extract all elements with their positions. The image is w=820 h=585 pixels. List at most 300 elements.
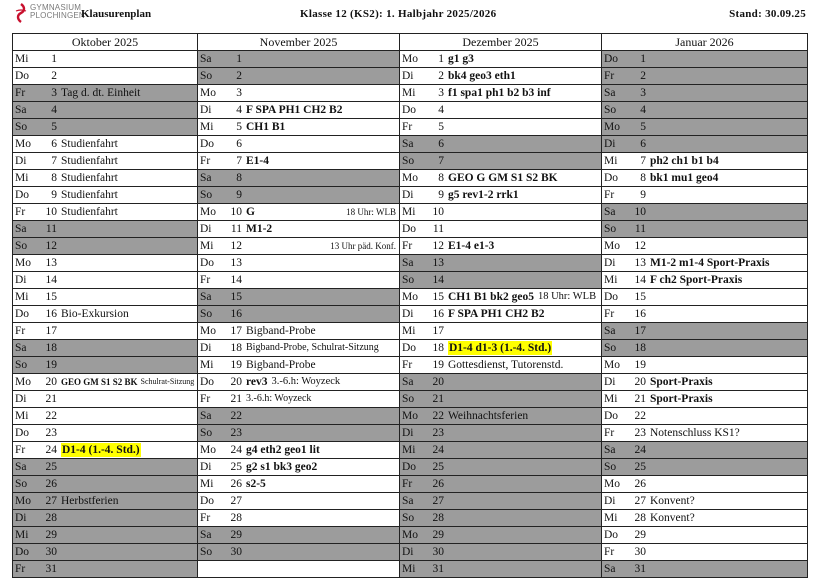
day-number: 19 <box>230 359 242 371</box>
day-cell-januar <box>602 357 808 374</box>
event-entry: f1 spa1 ph1 b2 b3 inf <box>448 87 551 99</box>
weekday-label: Mi <box>604 155 618 167</box>
weekday-label: Fr <box>604 189 615 201</box>
weekday-label: Di <box>402 70 414 82</box>
weekday-label: Mo <box>15 495 31 507</box>
calendar-row <box>13 204 808 221</box>
day-cell-oktober <box>13 170 198 187</box>
weekday-label: Do <box>15 427 30 439</box>
calendar-row <box>13 374 808 391</box>
calendar-row <box>13 561 808 578</box>
day-number: 14 <box>432 274 444 286</box>
weekday-label: Mi <box>402 444 416 456</box>
event-entry: Konvent? <box>650 495 695 507</box>
calendar-row <box>13 187 808 204</box>
day-number: 15 <box>432 291 444 303</box>
day-number: 6 <box>236 138 242 150</box>
weekday-label: So <box>200 189 213 201</box>
day-cell-dezember <box>400 527 602 544</box>
day-number: 21 <box>634 393 646 405</box>
calendar-row <box>13 357 808 374</box>
day-cell-november <box>198 204 400 221</box>
day-cell-dezember <box>400 255 602 272</box>
event-entry: ph2 ch1 b1 b4 <box>650 155 719 167</box>
day-number: 29 <box>230 529 242 541</box>
day-number: 1 <box>236 53 242 65</box>
day-number: 1 <box>51 53 57 65</box>
event-entry: Studienfahrt <box>61 172 118 184</box>
day-number: 28 <box>230 512 242 524</box>
weekday-label: Do <box>604 529 619 541</box>
weekday-label: So <box>200 427 213 439</box>
day-cell-november <box>198 493 400 510</box>
weekday-label: Mi <box>604 274 618 286</box>
page-header <box>0 0 820 30</box>
weekday-label: Fr <box>604 427 615 439</box>
weekday-label: Fr <box>402 359 413 371</box>
day-number: 25 <box>634 461 646 473</box>
weekday-label: Fr <box>15 325 26 337</box>
day-cell-oktober <box>13 306 198 323</box>
day-number: 13 <box>45 257 57 269</box>
weekday-label: Di <box>15 274 27 286</box>
weekday-label: Fr <box>200 512 211 524</box>
day-cell-november <box>198 459 400 476</box>
day-number: 11 <box>230 223 242 235</box>
calendar-row <box>13 544 808 561</box>
day-number: 12 <box>432 240 444 252</box>
weekday-label: Do <box>200 495 215 507</box>
event-entry: Weihnachtsferien <box>448 410 529 422</box>
weekday-label: Fr <box>200 393 211 405</box>
weekday-label: So <box>402 274 415 286</box>
day-number: 18 <box>230 342 242 354</box>
day-number: 3 <box>236 87 242 99</box>
time-note: 18 Uhr: WLB <box>346 207 396 217</box>
day-cell-januar <box>602 204 808 221</box>
day-number: 26 <box>45 478 57 490</box>
day-number: 8 <box>51 172 57 184</box>
calendar-row <box>13 306 808 323</box>
day-cell-oktober <box>13 119 198 136</box>
day-number: 30 <box>432 546 444 558</box>
day-number: 5 <box>640 121 646 133</box>
day-number: 10 <box>432 206 444 218</box>
day-number: 20 <box>230 376 242 388</box>
day-cell-november <box>198 119 400 136</box>
day-number: 6 <box>438 138 444 150</box>
day-cell-november <box>198 561 400 578</box>
weekday-label: Sa <box>604 444 616 456</box>
weekday-label: Mo <box>15 138 31 150</box>
day-number: 2 <box>51 70 57 82</box>
day-number: 31 <box>45 563 57 575</box>
weekday-label: Mo <box>604 240 620 252</box>
weekday-label: Mi <box>200 240 214 252</box>
day-number: 14 <box>45 274 57 286</box>
day-cell-oktober <box>13 561 198 578</box>
day-cell-dezember <box>400 51 602 68</box>
day-number: 27 <box>634 495 646 507</box>
weekday-label: Sa <box>200 53 212 65</box>
day-cell-dezember <box>400 204 602 221</box>
weekday-label: Fr <box>604 546 615 558</box>
day-number: 23 <box>432 427 444 439</box>
day-number: 11 <box>432 223 444 235</box>
day-cell-dezember <box>400 323 602 340</box>
day-number: 1 <box>438 53 444 65</box>
day-cell-november <box>198 442 400 459</box>
day-cell-november <box>198 476 400 493</box>
event-entry: G <box>246 206 255 218</box>
day-cell-oktober <box>13 289 198 306</box>
day-cell-oktober <box>13 204 198 221</box>
day-number: 9 <box>51 189 57 201</box>
day-cell-januar <box>602 255 808 272</box>
weekday-label: Di <box>200 461 212 473</box>
day-cell-januar <box>602 323 808 340</box>
day-cell-oktober <box>13 238 198 255</box>
logo-text-line1: GYMNASIUM <box>30 3 82 12</box>
day-cell-januar <box>602 289 808 306</box>
day-cell-oktober <box>13 357 198 374</box>
weekday-label: So <box>15 121 28 133</box>
day-number: 26 <box>432 478 444 490</box>
exam-calendar-table <box>12 33 808 578</box>
day-number: 21 <box>432 393 444 405</box>
weekday-label: Do <box>604 410 619 422</box>
day-number: 11 <box>634 223 646 235</box>
weekday-label: Do <box>604 172 619 184</box>
day-number: 28 <box>45 512 57 524</box>
weekday-label: So <box>200 546 213 558</box>
day-number: 28 <box>432 512 444 524</box>
weekday-label: Sa <box>604 563 616 575</box>
day-number: 15 <box>634 291 646 303</box>
day-cell-november <box>198 238 400 255</box>
weekday-label: Di <box>200 223 212 235</box>
weekday-label: So <box>604 461 617 473</box>
event-entry: g4 eth2 geo1 lit <box>246 444 320 456</box>
day-cell-november <box>198 272 400 289</box>
day-number: 13 <box>230 257 242 269</box>
day-number: 25 <box>432 461 444 473</box>
day-cell-november <box>198 221 400 238</box>
event-entry: M1-2 <box>246 223 273 235</box>
day-number: 21 <box>230 393 242 405</box>
day-number: 9 <box>640 189 646 201</box>
day-number: 12 <box>634 240 646 252</box>
weekday-label: Do <box>402 342 417 354</box>
day-cell-januar <box>602 561 808 578</box>
day-cell-oktober <box>13 527 198 544</box>
day-number: 12 <box>45 240 57 252</box>
day-cell-november <box>198 544 400 561</box>
day-cell-dezember <box>400 357 602 374</box>
day-cell-dezember <box>400 442 602 459</box>
day-cell-november <box>198 425 400 442</box>
weekday-label: Fr <box>15 563 26 575</box>
weekday-label: Di <box>200 342 212 354</box>
calendar-row <box>13 119 808 136</box>
weekday-label: So <box>402 155 415 167</box>
day-number: 24 <box>230 444 242 456</box>
day-cell-dezember <box>400 561 602 578</box>
day-number: 7 <box>236 155 242 167</box>
weekday-label: Fr <box>604 308 615 320</box>
weekday-label: Di <box>15 393 27 405</box>
day-cell-oktober <box>13 493 198 510</box>
day-number: 5 <box>51 121 57 133</box>
logo-text-line2: PLOCHINGEN <box>30 11 85 20</box>
day-number: 8 <box>236 172 242 184</box>
day-number: 17 <box>45 325 57 337</box>
day-cell-januar <box>602 272 808 289</box>
day-cell-november <box>198 306 400 323</box>
day-cell-oktober <box>13 187 198 204</box>
weekday-label: Mi <box>15 172 29 184</box>
calendar-row <box>13 408 808 425</box>
weekday-label: Mi <box>402 206 416 218</box>
weekday-label: Sa <box>604 206 616 218</box>
day-cell-januar <box>602 102 808 119</box>
calendar-row <box>13 238 808 255</box>
calendar-row <box>13 170 808 187</box>
event-entry: Notenschluss KS1? <box>650 427 740 439</box>
weekday-label: Mi <box>402 563 416 575</box>
calendar-row <box>13 153 808 170</box>
day-number: 31 <box>634 563 646 575</box>
day-number: 19 <box>634 359 646 371</box>
day-number: 29 <box>45 529 57 541</box>
day-cell-januar <box>602 391 808 408</box>
day-number: 10 <box>45 206 57 218</box>
weekday-label: Do <box>15 308 30 320</box>
event-entry: bk1 mu1 geo4 <box>650 172 719 184</box>
day-number: 31 <box>432 563 444 575</box>
day-cell-november <box>198 408 400 425</box>
day-number: 22 <box>45 410 57 422</box>
day-number: 23 <box>230 427 242 439</box>
calendar-row <box>13 221 808 238</box>
day-number: 26 <box>230 478 242 490</box>
day-number: 12 <box>230 240 242 252</box>
weekday-label: Di <box>604 138 616 150</box>
day-number: 18 <box>634 342 646 354</box>
weekday-label: Sa <box>15 104 27 116</box>
weekday-label: Mo <box>200 87 216 99</box>
day-number: 16 <box>230 308 242 320</box>
weekday-label: So <box>15 240 28 252</box>
month-header-row <box>13 34 808 51</box>
day-cell-dezember <box>400 170 602 187</box>
day-cell-dezember <box>400 544 602 561</box>
day-number: 29 <box>432 529 444 541</box>
day-number: 7 <box>51 155 57 167</box>
weekday-label: Di <box>604 257 616 269</box>
weekday-label: Di <box>402 427 414 439</box>
day-number: 28 <box>634 512 646 524</box>
day-cell-oktober <box>13 510 198 527</box>
weekday-label: Mo <box>402 53 418 65</box>
day-cell-oktober <box>13 85 198 102</box>
event-entry: CH1 B1 <box>246 121 286 133</box>
weekday-label: Mo <box>200 206 216 218</box>
day-number: 15 <box>230 291 242 303</box>
day-number: 24 <box>432 444 444 456</box>
day-number: 9 <box>236 189 242 201</box>
day-number: 15 <box>45 291 57 303</box>
day-cell-november <box>198 153 400 170</box>
day-number: 7 <box>438 155 444 167</box>
day-cell-januar <box>602 476 808 493</box>
day-cell-dezember <box>400 493 602 510</box>
day-number: 8 <box>640 172 646 184</box>
event-entry: Studienfahrt <box>61 189 118 201</box>
event-entry: Bigband-Probe <box>246 325 316 337</box>
day-cell-januar <box>602 493 808 510</box>
day-cell-dezember <box>400 289 602 306</box>
weekday-label: Di <box>402 546 414 558</box>
event-entry: Bio-Exkursion <box>61 308 129 320</box>
day-number: 16 <box>45 308 57 320</box>
school-logo-icon <box>13 3 29 23</box>
weekday-label: Mi <box>200 121 214 133</box>
day-number: 27 <box>432 495 444 507</box>
calendar-row <box>13 476 808 493</box>
day-number: 22 <box>432 410 444 422</box>
day-number: 24 <box>45 444 57 456</box>
day-cell-januar <box>602 459 808 476</box>
day-number: 23 <box>634 427 646 439</box>
weekday-label: Fr <box>200 155 211 167</box>
weekday-label: Sa <box>604 325 616 337</box>
day-number: 20 <box>45 376 57 388</box>
weekday-label: Mi <box>15 529 29 541</box>
day-cell-oktober <box>13 459 198 476</box>
day-cell-oktober <box>13 476 198 493</box>
day-cell-november <box>198 170 400 187</box>
weekday-label: So <box>604 104 617 116</box>
day-number: 24 <box>634 444 646 456</box>
day-cell-januar <box>602 374 808 391</box>
weekday-label: Mi <box>402 325 416 337</box>
event-entry: g2 s1 bk3 geo2 <box>246 461 318 473</box>
day-cell-november <box>198 136 400 153</box>
weekday-label: Do <box>402 461 417 473</box>
day-cell-dezember <box>400 119 602 136</box>
day-cell-januar <box>602 85 808 102</box>
day-number: 20 <box>432 376 444 388</box>
weekday-label: Mi <box>200 478 214 490</box>
weekday-label: Fr <box>15 206 26 218</box>
day-cell-januar <box>602 170 808 187</box>
weekday-label: Fr <box>15 444 26 456</box>
day-cell-januar <box>602 527 808 544</box>
event-entry: Bigband-Probe, Schulrat-Sitzung <box>246 342 379 353</box>
weekday-label: Mo <box>604 359 620 371</box>
weekday-label: Sa <box>604 87 616 99</box>
day-number: 3 <box>51 87 57 99</box>
day-number: 17 <box>230 325 242 337</box>
weekday-label: Mi <box>15 53 29 65</box>
calendar-row <box>13 510 808 527</box>
weekday-label: Mo <box>15 257 31 269</box>
month-header-dezember: Dezember 2025 <box>400 34 602 51</box>
weekday-label: Do <box>604 53 619 65</box>
event-entry: Sport-Praxis <box>650 393 713 405</box>
day-number: 4 <box>640 104 646 116</box>
event-entry: GEO G GM S1 S2 BK <box>448 172 558 184</box>
day-number: 6 <box>640 138 646 150</box>
calendar-row <box>13 493 808 510</box>
day-number: 27 <box>45 495 57 507</box>
day-number: 8 <box>438 172 444 184</box>
day-cell-dezember <box>400 272 602 289</box>
weekday-label: So <box>402 512 415 524</box>
day-cell-november <box>198 357 400 374</box>
weekday-label: Sa <box>402 138 414 150</box>
day-cell-januar <box>602 544 808 561</box>
weekday-label: Mi <box>15 291 29 303</box>
day-cell-januar <box>602 221 808 238</box>
calendar-body <box>13 51 808 578</box>
calendar-row <box>13 102 808 119</box>
day-cell-januar <box>602 119 808 136</box>
day-number: 1 <box>640 53 646 65</box>
day-cell-oktober <box>13 442 198 459</box>
event-entry: Studienfahrt <box>61 155 118 167</box>
time-note: 13 Uhr päd. Konf. <box>330 241 396 251</box>
day-cell-november <box>198 340 400 357</box>
weekday-label: Fr <box>15 87 26 99</box>
event-entry: Konvent? <box>650 512 695 524</box>
weekday-label: Mi <box>604 393 618 405</box>
weekday-label: Di <box>604 495 616 507</box>
day-cell-januar <box>602 51 808 68</box>
event-entry: s2-5 <box>246 478 266 490</box>
day-number: 23 <box>45 427 57 439</box>
calendar-row <box>13 289 808 306</box>
event-entry: 3.-6.h: Woyzeck <box>246 393 312 404</box>
event-entry: g1 g3 <box>448 53 474 65</box>
weekday-label: Sa <box>15 342 27 354</box>
day-number: 7 <box>640 155 646 167</box>
weekday-label: So <box>15 359 28 371</box>
event-entry: F SPA PH1 CH2 B2 <box>448 308 545 320</box>
calendar-row <box>13 136 808 153</box>
day-number: 25 <box>230 461 242 473</box>
calendar-row <box>13 340 808 357</box>
calendar-row <box>13 85 808 102</box>
weekday-label: So <box>200 308 213 320</box>
weekday-label: Mo <box>402 291 418 303</box>
calendar-row <box>13 459 808 476</box>
day-number: 10 <box>230 206 242 218</box>
weekday-label: Di <box>604 376 616 388</box>
day-cell-januar <box>602 442 808 459</box>
highlighted-exam-entry: D1-4 d1-3 (1.-4. Std.) <box>449 342 552 354</box>
day-cell-dezember <box>400 510 602 527</box>
day-cell-november <box>198 51 400 68</box>
weekday-label: Fr <box>402 478 413 490</box>
event-entry: Sport-Praxis <box>650 376 713 388</box>
event-entry: g5 rev1-2 rrk1 <box>448 189 519 201</box>
weekday-label: Do <box>604 291 619 303</box>
weekday-label: Do <box>15 546 30 558</box>
calendar-row <box>13 272 808 289</box>
day-cell-dezember <box>400 459 602 476</box>
